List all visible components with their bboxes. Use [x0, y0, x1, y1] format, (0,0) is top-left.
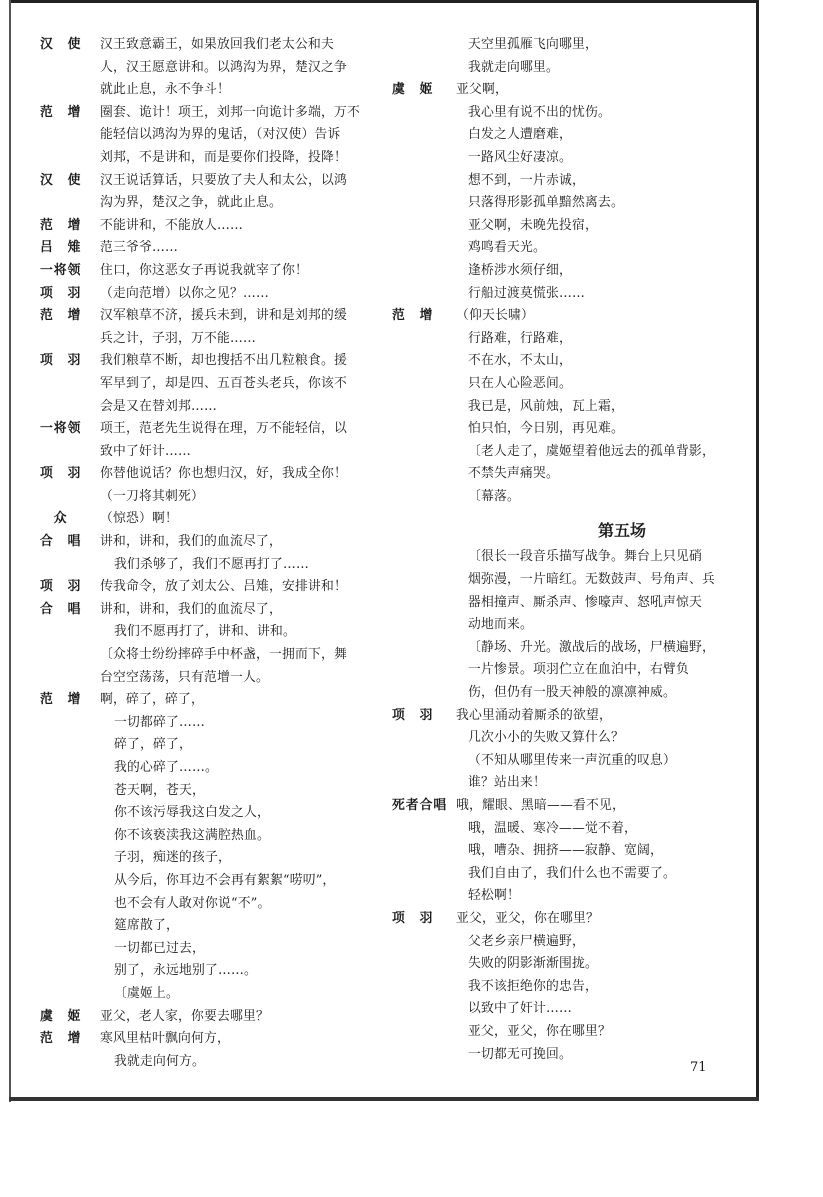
line-text: 亚父，老人家，你要去哪里？: [100, 1008, 269, 1024]
script-line: [392, 772, 732, 795]
line-text: （不知从哪里传来一声沉重的叹息）: [468, 752, 676, 768]
page-border-bottom: [9, 1097, 759, 1101]
line-text: 圈套、诡计！项王，刘邦一向诡计多端，万不: [100, 104, 360, 120]
script-line: [392, 305, 732, 328]
script-line: [392, 998, 732, 1021]
line-text: 我们自由了，我们什么也不需要了。: [468, 865, 676, 881]
speaker-name: 汉 使: [40, 37, 82, 52]
speaker-name: 项 羽: [392, 707, 434, 723]
line-text: 我就走向哪里。: [468, 59, 559, 75]
speaker-name: 吕 雉: [40, 240, 82, 256]
script-line: [392, 953, 732, 976]
speaker-name: 死者合唱: [392, 798, 448, 813]
script-line: [40, 983, 370, 1006]
line-text: 亚父啊，未晚先投宿，: [468, 217, 598, 233]
script-line: [392, 463, 732, 486]
line-text: 动地而来。: [468, 617, 533, 633]
speaker-name: 虞 姬: [392, 82, 434, 98]
line-text: 哦，嘈杂、拥挤——寂静、宽阔，: [468, 843, 663, 859]
page-border-right: [756, 0, 759, 1097]
script-line: [392, 614, 732, 637]
script-line: [40, 757, 370, 780]
line-text: 几次小小的失败又算什么？: [468, 730, 624, 746]
script-line: [40, 1006, 370, 1029]
speaker-name: 范 增: [40, 1031, 82, 1047]
line-text: 轻松啊！: [468, 888, 520, 904]
script-line: [40, 79, 370, 102]
script-line: [40, 396, 370, 419]
line-text: （仰天长啸）: [456, 308, 534, 324]
left-column: [40, 34, 370, 1073]
line-text: 白发之人遭磨难，: [468, 127, 572, 143]
script-line: [40, 192, 370, 215]
line-text: 我就走向何方。: [114, 1053, 205, 1069]
speaker-name: 项 羽: [392, 910, 434, 926]
line-text: 烟弥漫，一片暗红。无数鼓声、号角声、兵: [468, 572, 715, 588]
script-line: [392, 237, 732, 260]
page-number: 71: [690, 1060, 707, 1075]
line-text: 啊，碎了，碎了，: [100, 692, 204, 708]
speaker-name: 一将领: [40, 262, 82, 278]
script-line: [40, 102, 370, 125]
script-line: [392, 1021, 732, 1044]
line-text: 从今后，你耳边不会再有絮絮“唠叨”，: [114, 872, 336, 888]
script-line: [40, 34, 370, 57]
line-text: 一切都无可挽回。: [468, 1046, 572, 1062]
script-line: [392, 486, 732, 509]
script-line: [40, 599, 370, 622]
line-text: 沟为界，楚汉之争，就此止息。: [100, 195, 282, 211]
line-text: 讲和，讲和，我们的血流尽了，: [100, 534, 282, 550]
script-line: [392, 147, 732, 170]
line-text: 你不该亵渎我这满腔热血。: [114, 827, 270, 843]
script-line: [40, 780, 370, 803]
speaker-name: 范 增: [40, 217, 82, 233]
line-text: 军早到了，却是四、五百苍头老兵，你该不: [100, 375, 347, 391]
script-line: [392, 569, 732, 592]
line-text: 你不该污辱我这白发之人，: [114, 805, 270, 821]
line-text: 器相撞声、厮杀声、惨嚎声、怒吼声惊天: [468, 594, 702, 610]
line-text: 住口，你这恶女子再说我就宰了你！: [100, 262, 308, 278]
speaker-name: 范 增: [40, 308, 82, 324]
speaker-name: 范 增: [40, 692, 82, 708]
line-text: 天空里孤雁飞向哪里，: [468, 37, 598, 52]
script-line: [40, 734, 370, 757]
script-line: [392, 102, 732, 125]
script-line: [392, 260, 732, 283]
script-line: [392, 705, 732, 728]
script-line: [392, 418, 732, 441]
script-line: [392, 795, 732, 818]
line-text: 寒风里枯叶飘向何方，: [100, 1031, 230, 1047]
script-line: [392, 34, 732, 57]
line-text: 刘邦，不是讲和，而是要你们投降，投降！: [100, 149, 347, 165]
script-line: [40, 373, 370, 396]
line-text: 一切都碎了……: [114, 714, 205, 730]
line-text: 我们不愿再打了，讲和、讲和。: [114, 624, 296, 640]
line-text: 筵席散了，: [114, 918, 179, 934]
script-line: [392, 637, 732, 660]
line-text: 鸡鸣看天光。: [468, 240, 546, 256]
line-text: 我已是，风前烛，瓦上霜，: [468, 398, 624, 414]
line-text: 我们粮草不断，却也搜括不出几粒粮食。援: [100, 353, 347, 369]
script-line: [392, 592, 732, 615]
script-line: [392, 441, 732, 464]
script-line: [392, 863, 732, 886]
line-text: 不能讲和，不能放人……: [100, 217, 243, 233]
right-column-bottom: [392, 546, 732, 1066]
line-text: 失败的阴影渐渐围拢。: [468, 956, 598, 972]
speaker-name: 范 增: [392, 308, 434, 324]
line-text: 谁？站出来！: [468, 775, 546, 791]
speaker-name: 项 羽: [40, 353, 82, 369]
script-line: [40, 237, 370, 260]
script-line: [40, 124, 370, 147]
line-text: 逢桥涉水须仔细，: [468, 262, 572, 278]
script-line: [40, 350, 370, 373]
script-line: [40, 215, 370, 238]
line-text: 项王，范老先生说得在理，万不能轻信，以: [100, 421, 347, 437]
line-text: 父老乡亲尸横遍野，: [468, 933, 585, 949]
line-text: （走向范增）以你之见？……: [100, 285, 269, 301]
line-text: 〔静场、升光。激战后的战场，尸横遍野，: [468, 639, 715, 655]
script-line: [40, 825, 370, 848]
speaker-name: 项 羽: [40, 285, 82, 301]
line-text: 也不会有人敢对你说“不”。: [114, 895, 271, 911]
line-text: 我们杀够了，我们不愿再打了……: [114, 556, 309, 572]
line-text: 子羽，痴迷的孩子，: [114, 850, 231, 866]
line-text: 汉王说话算话，只要放了夫人和太公，以鸿: [100, 172, 347, 188]
line-text: 哦，耀眼、黑暗——看不见，: [456, 798, 625, 813]
script-line: [40, 960, 370, 983]
script-line: [392, 1044, 732, 1067]
script-line: [40, 531, 370, 554]
script-line: [40, 486, 370, 509]
line-text: 〔老人走了，虞姬望着他远去的孤单背影，: [468, 443, 715, 459]
line-text: 以致中了奸计……: [468, 1001, 572, 1017]
line-text: 范三爷爷……: [100, 240, 178, 256]
script-line: [392, 818, 732, 841]
script-line: [392, 931, 732, 954]
speaker-name: 合 唱: [40, 534, 82, 550]
script-line: [392, 57, 732, 80]
line-text: 汉王致意霸王，如果放回我们老太公和夫: [100, 37, 334, 52]
line-text: 我不该拒绝你的忠告，: [468, 978, 598, 994]
speaker-name: 项 羽: [40, 466, 82, 482]
script-line: [40, 644, 370, 667]
script-line: [392, 396, 732, 419]
line-text: 一片惨景。项羽伫立在血泊中，右臂负: [468, 662, 689, 678]
script-line: [392, 659, 732, 682]
script-line: [392, 79, 732, 102]
line-text: 能轻信以鸿沟为界的鬼话，（对汉使）告诉: [100, 127, 341, 143]
line-text: 不在水，不太山，: [468, 353, 572, 369]
script-line: [392, 840, 732, 863]
script-line: [392, 124, 732, 147]
line-text: 亚父啊，: [456, 82, 508, 98]
script-line: [392, 283, 732, 306]
script-line: [40, 147, 370, 170]
line-text: 亚父，亚父，你在哪里？: [468, 1023, 611, 1039]
line-text: 不禁失声痛哭。: [468, 466, 559, 482]
line-text: 怕只怕，今日别，再见难。: [468, 421, 624, 437]
script-line: [40, 260, 370, 283]
script-line: [40, 57, 370, 80]
line-text: 亚父，亚父，你在哪里？: [456, 910, 599, 926]
line-text: 人，汉王愿意讲和。以鸿沟为界，楚汉之争: [100, 59, 347, 75]
script-line: [40, 463, 370, 486]
script-line: [392, 908, 732, 931]
line-text: 伤，但仍有一股天神般的凛凛神威。: [468, 685, 676, 701]
line-text: 碎了，碎了，: [114, 737, 192, 753]
script-line: [40, 305, 370, 328]
script-line: [40, 712, 370, 735]
script-line: [40, 621, 370, 644]
script-line: [392, 170, 732, 193]
line-text: 兵之计，子羽，万不能……: [100, 330, 256, 346]
script-line: [40, 847, 370, 870]
script-line: [392, 350, 732, 373]
script-line: [40, 1051, 370, 1074]
line-text: 别了，永远地别了……。: [114, 963, 257, 979]
script-line: [40, 870, 370, 893]
speaker-name: 众: [40, 511, 68, 527]
speaker-name: 虞 姬: [40, 1008, 82, 1024]
script-line: [40, 667, 370, 690]
line-text: 我心里涌动着厮杀的欲望，: [456, 707, 612, 723]
line-text: 一切都已过去，: [114, 940, 205, 956]
line-text: 想不到，一片赤诚，: [468, 172, 585, 188]
right-column: [392, 34, 732, 1066]
line-text: 讲和，讲和，我们的血流尽了，: [100, 601, 282, 617]
speaker-name: 汉 使: [40, 172, 82, 188]
script-line: [40, 508, 370, 531]
line-text: 〔很长一段音乐描写战争。舞台上只见硝: [468, 549, 702, 565]
right-column-top: [392, 34, 732, 508]
line-text: 就此止息，永不争斗！: [100, 82, 230, 98]
script-line: [40, 441, 370, 464]
script-line: [40, 1028, 370, 1051]
script-line: [40, 938, 370, 961]
script-line: [40, 576, 370, 599]
script-line: [392, 682, 732, 705]
line-text: 只落得形影孤单黯然离去。: [468, 195, 624, 211]
line-text: 台空空荡荡，只有范增一人。: [100, 669, 269, 685]
script-line: [40, 802, 370, 825]
scene-title: 第五场: [597, 521, 646, 541]
line-text: 〔虞姬上。: [114, 985, 179, 1001]
script-line: [392, 328, 732, 351]
script-line: [40, 689, 370, 712]
line-text: 会是又在替刘邦……: [100, 398, 217, 414]
line-text: 我的心碎了……。: [114, 760, 218, 775]
script-line: [392, 750, 732, 773]
script-line: [392, 215, 732, 238]
script-line: [392, 727, 732, 750]
speaker-name: 范 增: [40, 104, 82, 120]
page-border-top: [10, 0, 758, 3]
script-line: [392, 192, 732, 215]
script-line: [392, 546, 732, 569]
speaker-name: 合 唱: [40, 601, 82, 617]
line-text: 〔幕落。: [468, 488, 520, 504]
line-text: 哦，温暖、寒冷——觉不着，: [468, 820, 637, 836]
line-text: 行船过渡莫慌张……: [468, 285, 585, 301]
line-text: 行路难，行路难，: [468, 330, 572, 346]
line-text: 我心里有说不出的忧伤。: [468, 104, 611, 120]
line-text: 只在人心险恶间。: [468, 375, 572, 391]
line-text: 一路风尘好凄凉。: [468, 149, 572, 165]
line-text: 传我命令，放了刘太公、吕雉，安排讲和！: [100, 579, 347, 595]
line-text: 苍天啊，苍天，: [114, 782, 205, 798]
speaker-name: 项 羽: [40, 579, 82, 595]
script-line: [40, 283, 370, 306]
script-line: [40, 554, 370, 577]
script-line: [40, 418, 370, 441]
line-text: 〔众将士纷纷摔碎手中杯盏，一拥而下，舞: [100, 647, 347, 663]
page-border-left: [9, 0, 11, 1102]
script-line: [40, 893, 370, 916]
script-line: [392, 976, 732, 999]
line-text: （一刀将其刺死）: [100, 488, 204, 504]
line-text: 汉军粮草不济，援兵未到，讲和是刘邦的缓: [100, 308, 347, 324]
speaker-name: 一将领: [40, 421, 82, 437]
line-text: （惊恐）啊！: [100, 511, 178, 527]
script-line: [392, 373, 732, 396]
script-line: [40, 170, 370, 193]
line-text: 致中了奸计……: [100, 443, 191, 459]
line-text: 你替他说话？你也想归汉，好，我成全你！: [100, 466, 347, 482]
script-line: [392, 885, 732, 908]
script-line: [40, 915, 370, 938]
script-line: [40, 328, 370, 351]
